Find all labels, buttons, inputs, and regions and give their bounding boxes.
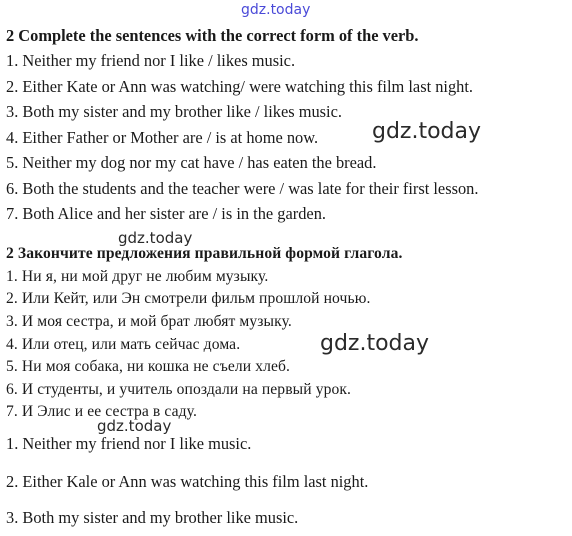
section1-item-3: 3. Both my sister and my brother like / likes music. <box>6 102 342 121</box>
section2-item-6: 6. И студенты, и учитель опоздали на первый урок. <box>6 381 352 398</box>
answer-2: 2. Either Kale or Ann was watching this film last night. <box>6 472 369 491</box>
section1-item-5: 5. Neither my dog nor my cat have / has eaten the bread. <box>6 153 377 172</box>
section1-item-4: 4. Either Father or Mother are / is at home now. <box>6 128 319 147</box>
section2-item-3: 3. И моя сестра, и мой брат любят музыку. <box>6 313 292 330</box>
section1-item-2: 2. Either Kate or Ann was watching/ were watching this film last night. <box>6 77 474 96</box>
section2-item-1: 1. Ни я, ни мой друг не любим музыку. <box>6 268 269 285</box>
watermark-mid-right: gdz.today <box>372 119 482 144</box>
watermark-ru-middle: gdz.today <box>320 331 430 356</box>
section1-item-7: 7. Both Alice and her sister are / is in the garden. <box>6 204 326 223</box>
section2-item-4: 4. Или отец, или мать сейчас дома. <box>6 336 241 353</box>
section1-item-1: 1. Neither my friend nor I like / likes music. <box>6 51 296 70</box>
section1-item-6: 6. Both the students and the teacher were / was late for their first lesson. <box>6 179 479 198</box>
section2-item-2: 2. Или Кейт, или Эн смотрели фильм прошлой ночью. <box>6 290 371 307</box>
section1-heading: 2 Complete the sentences with the correct form of the verb. <box>6 26 419 45</box>
section2-item-7: 7. И Элис и ее сестра в саду. <box>6 403 197 420</box>
answer-1: 1. Neither my friend nor I like music. <box>6 434 252 453</box>
watermark-top: gdz.today <box>241 2 311 18</box>
section2-heading: 2 Закончите предложения правильной формой глагола. <box>6 245 403 262</box>
watermark-bottom-left: gdz.today <box>97 417 172 435</box>
section2-item-5: 5. Ни моя собака, ни кошка не съели хлеб. <box>6 358 291 375</box>
answer-3: 3. Both my sister and my brother like music. <box>6 508 299 527</box>
watermark-ru-heading: gdz.today <box>118 229 193 247</box>
